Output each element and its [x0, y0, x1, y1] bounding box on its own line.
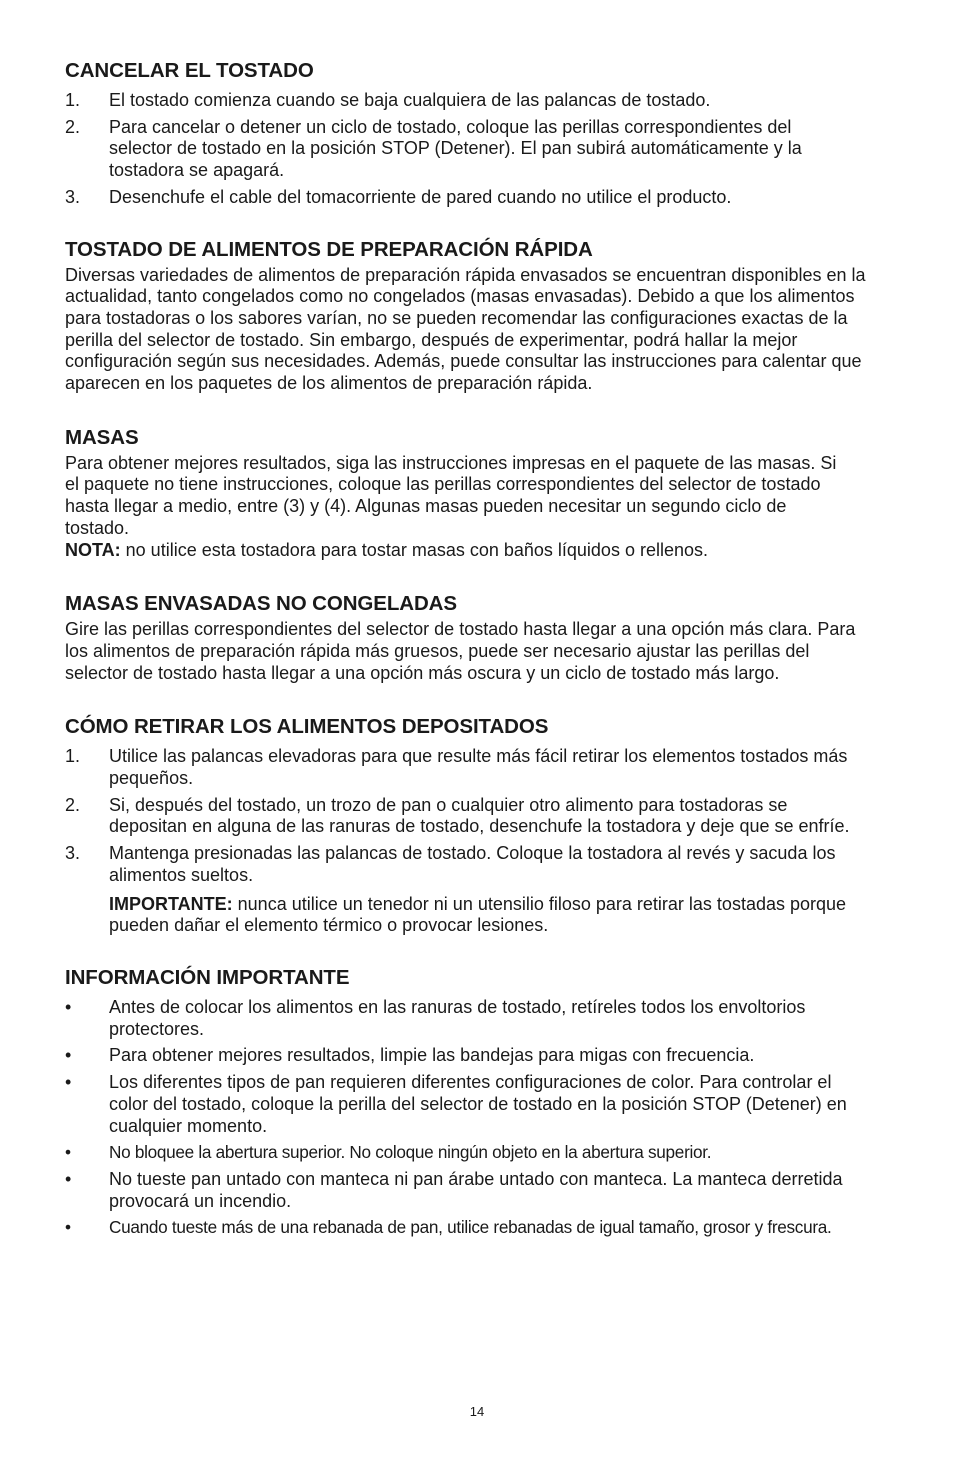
item-number: 2. — [65, 116, 81, 137]
section-body — [65, 453, 895, 562]
item-text: Para obtener mejores resultados, limpie las bandejas para migas con frecuencia. — [109, 1045, 755, 1066]
section-cancel — [65, 58, 895, 209]
page-number: 14 — [469, 1404, 485, 1419]
section-envasadas — [65, 591, 895, 684]
item-text: No bloquee la abertura superior. No coloque ningún objeto en la abertura superior. — [109, 1142, 712, 1163]
section-body: Diversas variedades de alimentos de preparación rápida envasados se encuentran disponibles en la actualidad, tanto congelados como no congelados (masas envasadas). Debido a que los alimentos para tostadoras o los sabores varían, no se pueden recomendar las configuraciones exactas de la perilla del selector de tostado. Sin embargo, después de experimentar, podrá hallar la mejor configuración según sus necesidades. Además, puede consultar las instrucciones para calentar que aparecen en los paquetes de los alimentos de preparación rápida. — [65, 264, 866, 394]
numbered-list — [65, 90, 895, 209]
list-item — [65, 90, 895, 112]
section-info — [65, 965, 895, 1239]
item-text: Cuando tueste más de una rebanada de pan, utilice rebanadas de igual tamaño, grosor y frescura. — [109, 1217, 832, 1238]
bullet-icon: • — [65, 1142, 71, 1163]
section-title: MASAS — [65, 425, 139, 449]
section-title: MASAS ENVASADAS NO CONGELADAS — [65, 592, 457, 616]
list-item — [65, 187, 895, 209]
important-text: nunca utilice un tenedor ni un utensilio filoso para retirar las tostadas porque pueden dañar el elemento térmico o provocar lesiones. — [109, 893, 847, 936]
section-masas — [65, 425, 895, 562]
item-text: Antes de colocar los alimentos en las ranuras de tostado, retíreles todos los envoltorios protectores. — [109, 996, 806, 1039]
item-text: Utilice las palancas elevadoras para que resulte más fácil retirar los elementos tostados más pequeños. — [109, 746, 848, 789]
bullet-icon: • — [65, 1217, 71, 1238]
item-text: Desenchufe el cable del tomacorriente de pared cuando no utilice el producto. — [109, 186, 732, 207]
list-item — [65, 1217, 895, 1239]
list-item — [65, 843, 895, 937]
note-label: NOTA: — [65, 539, 121, 560]
item-number: 3. — [65, 186, 81, 207]
important-label: IMPORTANTE: — [109, 893, 233, 914]
item-text: Si, después del tostado, un trozo de pan o cualquier otro alimento para tostadoras se depositan en alguna de las ranuras de tostado, desenchufe la tostadora y deje que se enfríe. — [109, 794, 850, 837]
item-text: No tueste pan untado con manteca ni pan árabe untado con manteca. La manteca derretida provocará un incendio. — [109, 1168, 843, 1211]
section-retirar — [65, 714, 895, 937]
item-number: 3. — [65, 843, 81, 864]
section-title: INFORMACIÓN IMPORTANTE — [65, 965, 350, 989]
important-note — [109, 894, 865, 937]
item-text: El tostado comienza cuando se baja cualquiera de las palancas de tostado. — [109, 90, 711, 110]
list-item — [65, 1142, 895, 1164]
list-item — [65, 1169, 895, 1212]
list-item — [65, 746, 895, 789]
section-title: CÓMO RETIRAR LOS ALIMENTOS DEPOSITADOS — [65, 715, 549, 739]
numbered-list — [65, 746, 895, 937]
manual-page — [65, 58, 895, 1244]
bullet-icon: • — [65, 1072, 72, 1093]
section-body: Gire las perillas correspondientes del selector de tostado hasta llegar a una opción más clara. Para los alimentos de preparación rápida más gruesos, puede ser necesario ajustar las perillas del selector de tostado hasta llegar a una opción más oscura y un ciclo de tostado más largo. — [65, 619, 856, 683]
list-item — [65, 1045, 915, 1067]
list-item — [65, 1072, 895, 1137]
item-number: 2. — [65, 794, 81, 815]
bullet-icon: • — [65, 1045, 72, 1066]
item-text: Mantenga presionadas las palancas de tostado. Coloque la tostadora al revés y sacuda los alimentos sueltos. — [109, 843, 836, 885]
list-item — [65, 997, 895, 1040]
section-title: CANCELAR EL TOSTADO — [65, 59, 314, 82]
section-quick — [65, 237, 895, 395]
bullet-icon: • — [65, 996, 72, 1017]
bullet-list — [65, 997, 895, 1239]
item-text: Los diferentes tipos de pan requieren diferentes configuraciones de color. Para controlar el color del tostado, coloque la perilla del selector de tostado en la posición STOP (Detener) en cualquier momento. — [109, 1072, 847, 1136]
note-text: no utilice esta tostadora para tostar masas con baños líquidos o rellenos. — [120, 539, 708, 560]
bullet-icon: • — [65, 1168, 72, 1189]
list-item — [65, 117, 895, 182]
body-text: Para obtener mejores resultados, siga las instrucciones impresas en el paquete de las masas. Si el paquete no tiene instrucciones, coloque las perillas correspondientes del selector de tostado hasta llegar a medio, entre (3) y (4). Algunas masas pueden necesitar un segundo ciclo de tostado. — [65, 452, 837, 538]
item-number: 1. — [65, 746, 81, 767]
item-text: Para cancelar o detener un ciclo de tostado, coloque las perillas correspondientes del selector de tostado en la posición STOP (Detener). El pan subirá automáticamente y la tostadora se apagará. — [109, 116, 802, 181]
item-number: 1. — [65, 90, 81, 110]
list-item — [65, 795, 895, 838]
section-title: TOSTADO DE ALIMENTOS DE PREPARACIÓN RÁPIDA — [65, 237, 593, 261]
